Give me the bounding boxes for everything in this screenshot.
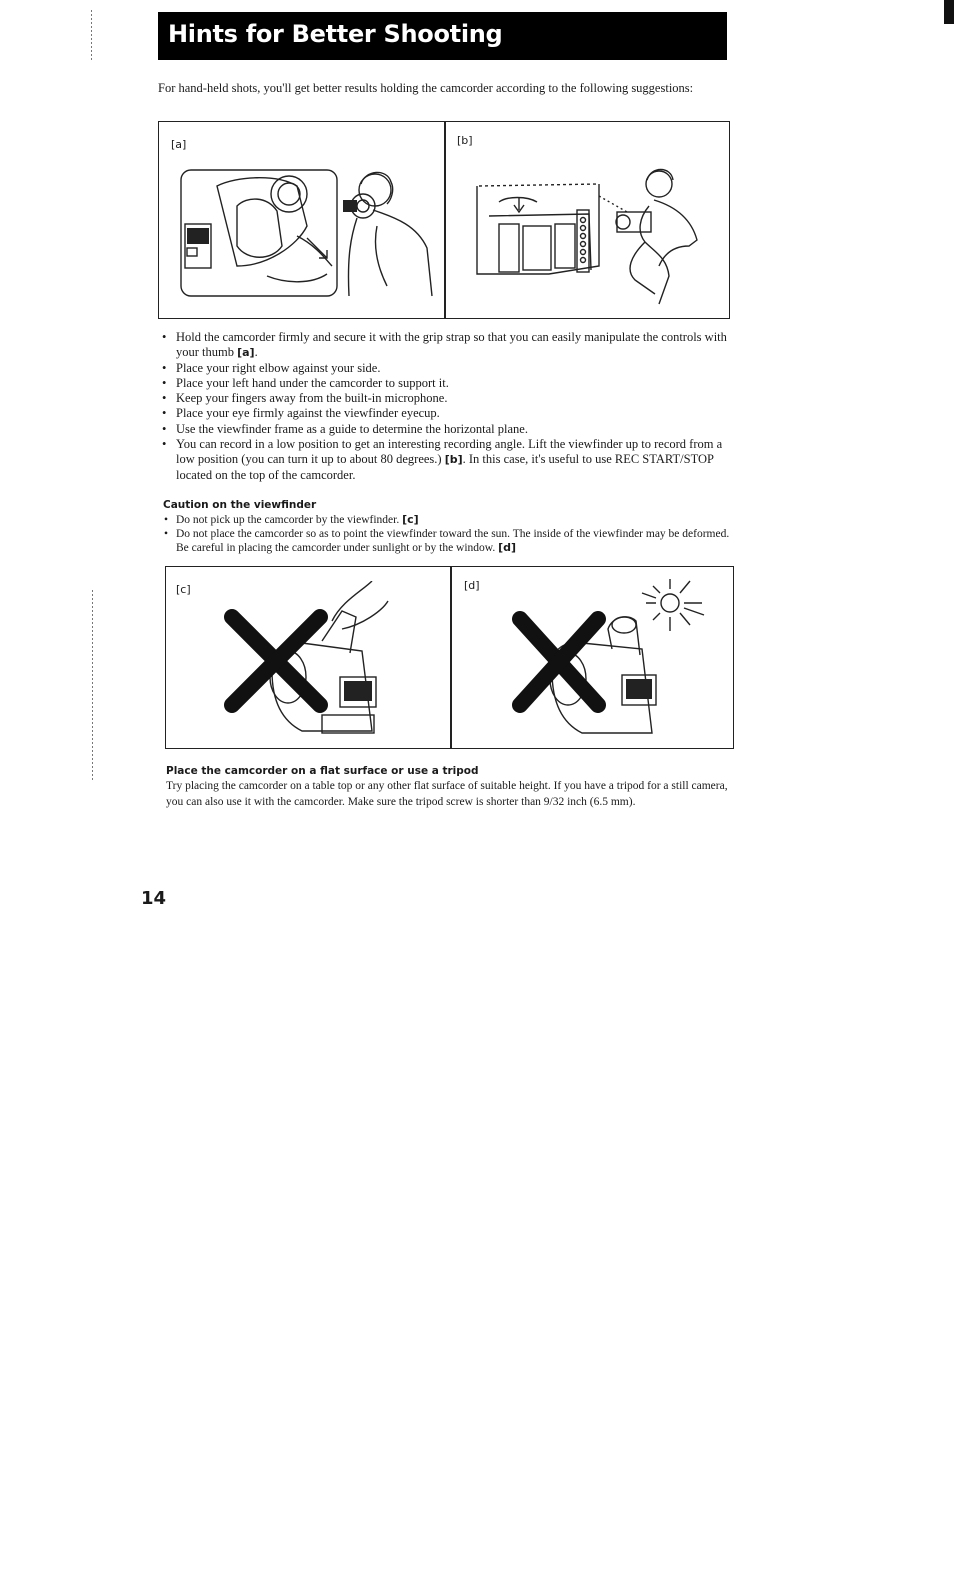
illustration-low-angle: [459, 166, 723, 308]
list-item: • Hold the camcorder firmly and secure it with the grip strap so that you can easily manipulate the controls with your thumb [a].: [160, 330, 730, 361]
tripod-heading: Place the camcorder on a flat surface or use a tripod: [166, 765, 479, 777]
figure-label-a: [a]: [171, 138, 187, 151]
figure-divider: [450, 567, 452, 748]
illustration-grip-closeup: [177, 166, 439, 306]
figure-label-c: [c]: [176, 583, 191, 596]
list-item: • Place your eye firmly against the viewfinder eyecup.: [160, 406, 730, 421]
tripod-paragraph: Try placing the camcorder on a table top or any other flat surface of suitable height. If you have a tripod for a still camera, you can also use it with the camcorder. Make sure the tripod screw is shorter than 9/32 inch (6.5 mm).: [166, 780, 728, 808]
page-number: 14: [141, 888, 167, 909]
illustration-no-sun-exposure: [512, 575, 722, 743]
figure-divider: [444, 122, 446, 318]
list-item: • Keep your fingers away from the built-in microphone.: [160, 391, 730, 406]
list-item: • Place your left hand under the camcorder to support it.: [160, 376, 730, 391]
figure-c-d: [165, 566, 734, 749]
list-item: • Place your right elbow against your side.: [160, 361, 730, 376]
scan-edge-mark: [944, 0, 954, 24]
title-bar: [158, 12, 727, 60]
figure-a-b: [158, 121, 730, 319]
caution-heading: Caution on the viewfinder: [163, 499, 317, 511]
list-item: • Do not place the camcorder so as to point the viewfinder toward the sun. The inside of the viewfinder may be deformed. Be careful in placing the camcorder under sunlight or by the window. [d]: [163, 527, 733, 555]
intro-paragraph: For hand-held shots, you'll get better results holding the camcorder according to the following suggestions:: [158, 81, 694, 95]
list-item: • Do not pick up the camcorder by the viewfinder. [c]: [163, 513, 733, 527]
caution-list: [163, 513, 733, 555]
figure-label-b: [b]: [457, 134, 473, 147]
list-item: • Use the viewfinder frame as a guide to determine the horizontal plane.: [160, 422, 730, 437]
illustration-no-lift-by-viewfinder: [222, 581, 446, 741]
figure-label-d: [d]: [464, 579, 480, 592]
tips-list: [160, 330, 730, 483]
list-item: • You can record in a low position to get an interesting recording angle. Lift the viewfinder up to record from a low position (you can turn it up to about 80 degrees.) [b]. In this case, it's useful to use REC START/STOP located on the top of the camcorder.: [160, 437, 730, 483]
page-title: Hints for Better Shooting: [168, 20, 503, 48]
